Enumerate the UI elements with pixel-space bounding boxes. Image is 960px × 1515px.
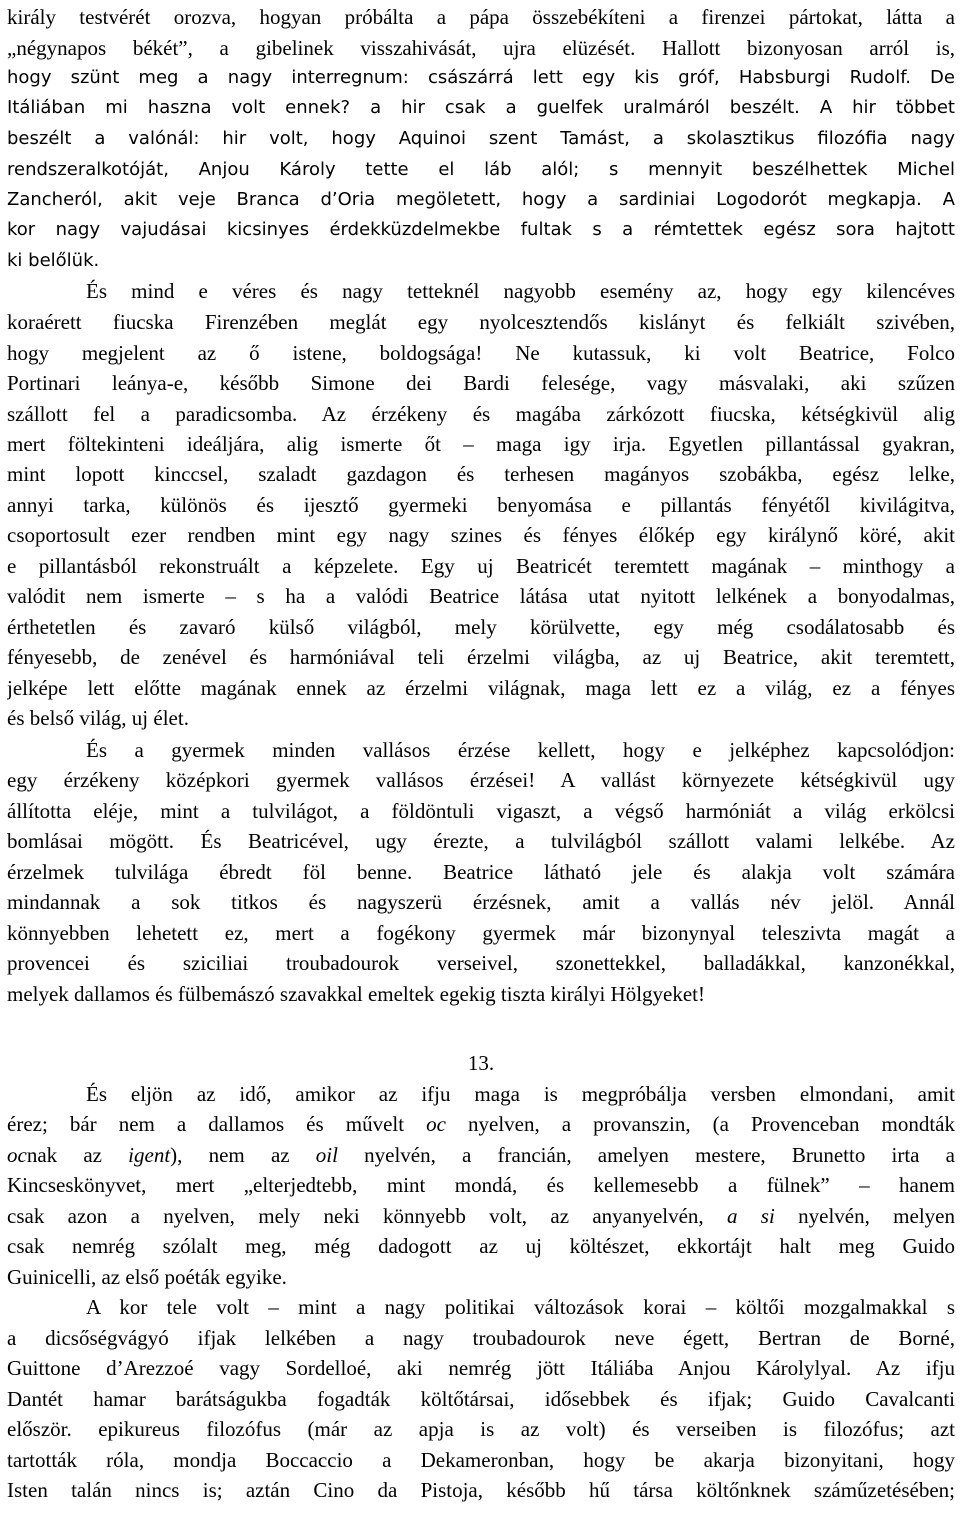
text-line: Itáliában mi haszna volt ennek? a hir csak a guelfek uralmáról beszélt. A hir többet	[7, 97, 955, 118]
text-line: szállott fel a paradicsomba. Az érzékeny és magába zárkózott fiucska, kétségkivül alig	[7, 402, 955, 426]
text-line: könnyebben lehetett ez, mert a fogékony gyermek már bizonynyal teleszivta magát a	[7, 921, 955, 945]
text-line: Isten talán nincs is; aztán Cino da Pistoja, később hű társa költőnknek száműzetésében;	[7, 1478, 955, 1502]
text-line: Zancheról, akit veje Branca d’Oria megöletett, hogy a sardiniai Logodorót megkapja. A	[7, 189, 955, 210]
text-line: állította eléje, mint a tulvilágot, a földöntuli vigaszt, a végső harmóniát a világ erkölcsi	[7, 799, 955, 823]
text-line: tartották róla, mondja Boccaccio a Dekameronban, hogy be akarja bizonyitani, hogy	[7, 1448, 955, 1472]
text-line: kor nagy vajudásai kicsinyes érdekküzdelmekbe fultak s a rémtettek egész sora hajtott	[7, 219, 955, 240]
text-line: hogy szünt meg a nagy interregnum: császárrá lett egy kis gróf, Habsburgi Rudolf. De	[7, 67, 955, 88]
text-line: egy érzékeny középkori gyermek vallásos érzései! A vallást környezete kétségkivül ugy	[7, 768, 955, 792]
text-line: érthetetlen és zavaró külső világból, mely körülvette, egy még csodálatosabb és	[7, 615, 955, 639]
text-line: hogy megjelent az ő istene, boldogsága! Ne kutassuk, ki volt Beatrice, Folco	[7, 341, 955, 365]
text-line: mint lopott kinccsel, szaladt gazdagon és terhesen magányos szobákba, egész lelke,	[7, 462, 955, 486]
text-line: melyek dallamos és fülbemászó szavakkal emeltek egekig tiszta királyi Hölgyeket!	[7, 982, 706, 1006]
text-line: jelképe lett előtte magának ennek az érzelmi világnak, maga lett ez a világ, ez a fényes	[7, 676, 955, 700]
text-line: ocnak az igent), nem az oil nyelvén, a francián, amelyen mestere, Brunetto irta a	[7, 1143, 955, 1167]
text-line: fényesebb, de zenével és harmóniával teli érzelmi világba, az uj Beatrice, akit teremtett,	[7, 645, 955, 669]
text-line: Dantét hamar barátságukba fogadták költőtársai, idősebbek és ifjak; Guido Cavalcanti	[7, 1387, 955, 1411]
section-number: 13.	[467, 1051, 495, 1075]
text-line: rendszeralkotóját, Anjou Károly tette el láb alól; s mennyit beszélhettek Michel	[7, 159, 955, 180]
text-line: mindannak a sok titkos és nagyszerü érzésnek, amit a vallás név jelöl. Annál	[7, 890, 955, 914]
text-line: érez; bár nem a dallamos és művelt oc nyelven, a provanszin, (a Provenceban mondták	[7, 1112, 955, 1136]
text-line: csak nemrég szólalt meg, még dadogott az uj költészet, ekkortájt halt meg Guido	[7, 1234, 955, 1258]
text-line: bomlásai mögött. És Beatricével, ugy érezte, a tulvilágból szállott valami lelkébe. Az	[7, 829, 955, 853]
text-line: valódit nem ismerte – s ha a valódi Beatrice látása utat nyitott lelkének a bonyodalmas,	[7, 584, 955, 608]
text-line: Kincseskönyvet, mert „elterjedtebb, mint mondá, és kellemesebb a fülnek” – hanem	[7, 1173, 955, 1197]
text-line: ki belőlük.	[7, 250, 100, 271]
text-line: mert föltekinteni ideáljára, alig ismerte őt – maga igy irja. Egyetlen pillantással gyakran,	[7, 432, 955, 456]
text-line: Guinicelli, az első poéták egyike.	[7, 1265, 287, 1289]
text-line: A kor tele volt – mint a nagy politikai változások korai – költői mozgalmakkal s	[86, 1295, 955, 1319]
text-line: És mind e véres és nagy tetteknél nagyobb esemény az, hogy egy kilencéves	[86, 279, 955, 303]
text-line: e pillantásból rekonstruált a képzelete. Egy uj Beatricét teremtett magának – minthogy a	[7, 554, 955, 578]
text-line: És a gyermek minden vallásos érzése kellett, hogy e jelképhez kapcsolódjon:	[86, 738, 955, 762]
document-page	[7, 0, 955, 1515]
text-line: király testvérét orozva, hogyan próbálta a pápa összebékíteni a firenzei pártokat, látta a	[7, 5, 955, 29]
text-line: először. epikureus filozófus (már az apja is az volt) és verseiben is filozófus; azt	[7, 1417, 955, 1441]
text-line: érzelmek tulvilága ébredt föl benne. Beatrice látható jele és alakja volt számára	[7, 860, 955, 884]
text-line: annyi tarka, különös és ijesztő gyermeki benyomása e pillantás fényétől kivilágitva,	[7, 493, 955, 517]
text-line: És eljön az idő, amikor az ifju maga is megpróbálja versben elmondani, amit	[86, 1082, 955, 1106]
text-line: Portinari leánya-e, később Simone dei Bardi felesége, vagy másvalaki, aki szűzen	[7, 371, 955, 395]
text-line: provencei és sziciliai troubadourok verseivel, szonettekkel, balladákkal, kanzonékkal,	[7, 951, 955, 975]
text-line: koraérett fiucska Firenzében meglát egy nyolcesztendős kislányt és felkiált szivében,	[7, 310, 955, 334]
text-line: és belső világ, uj élet.	[7, 706, 189, 730]
text-line: Guittone d’Arezzoé vagy Sordelloé, aki nemrég jött Itáliába Anjou Károlylyal. Az ifju	[7, 1356, 955, 1380]
text-line: beszélt a valónál: hir volt, hogy Aquinoi szent Tamást, a skolasztikus filozófia nagy	[7, 128, 955, 149]
text-line: csak azon a nyelven, mely neki könnyebb volt, az anyanyelvén, a si nyelvén, melyen	[7, 1204, 955, 1228]
text-line: csoportosult ezer rendben mint egy nagy szines és fényes élőkép egy királynő köré, akit	[7, 523, 955, 547]
text-line: a dicsőségvágyó ifjak lelkében a nagy troubadourok neve égett, Bertran de Borné,	[7, 1326, 955, 1350]
text-line: „négynapos békét”, a gibelinek visszahivását, ujra elüzését. Hallott bizonyosan arról is,	[7, 36, 955, 60]
